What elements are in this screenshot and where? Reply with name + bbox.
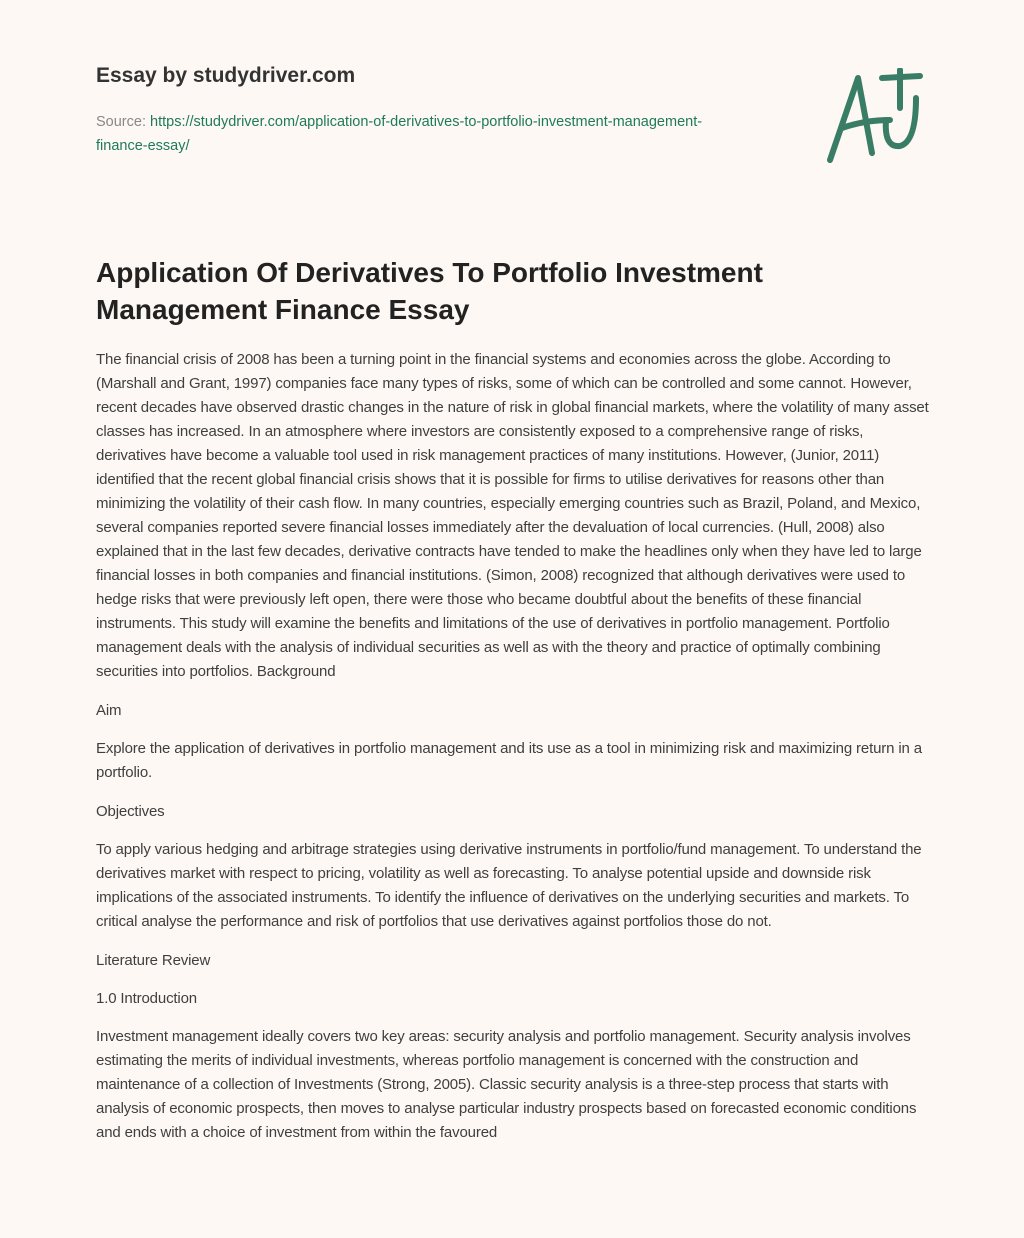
- site-title: Essay by studydriver.com: [96, 64, 356, 87]
- paragraph: Investment management ideally covers two key areas: security analysis and portfolio management. Security analysis involves estimating the merits of individual investments, whereas portfolio management is concerned with the construction and maintenance of a collection of Investments (Strong, 2005). Classic security analysis is a three-step process that starts with analysis of economic prospects, then moves to analyse particular industry prospects based on forecasted economic conditions and ends with a choice of investment from within the favoured: [96, 1028, 917, 1141]
- section-heading-aim: Aim: [96, 702, 122, 719]
- a-plus-logo-icon: [820, 68, 930, 168]
- essay-body: [96, 348, 930, 1160]
- source-link[interactable]: https://studydriver.com/application-of-derivatives-to-portfolio-investment-management-finance-essay/: [96, 114, 703, 154]
- paragraph: To apply various hedging and arbitrage strategies using derivative instruments in portfolio/fund management. To understand the derivatives market with respect to pricing, volatility as well as forecasting. To analyse potential upside and downside risk implications of the associated instruments. To identify the influence of derivatives on the underlying securities and markets. To critical analyse the performance and risk of portfolios that use derivatives against portfolios those do not.: [96, 841, 922, 930]
- section-heading-objectives: Objectives: [96, 803, 165, 820]
- source-line: [96, 110, 736, 158]
- section-heading-literature-review: Literature Review: [96, 952, 211, 969]
- paragraph: Explore the application of derivatives in portfolio management and its use as a tool in minimizing risk and maximizing return in a portfolio.: [96, 740, 922, 781]
- section-heading-introduction: 1.0 Introduction: [96, 990, 198, 1007]
- paragraph: The financial crisis of 2008 has been a turning point in the financial systems and economies across the globe. According to (Marshall and Grant, 1997) companies face many types of risks, some of which can be controlled and some cannot. However, recent decades have observed drastic changes in the nature of risk in global financial markets, where the volatility of many asset classes has increased. In an atmosphere where investors are consistently exposed to a comprehensive range of risks, derivatives have become a valuable tool used in risk management practices of many institutions. However, (Junior, 2011) identified that the recent global financial crisis shows that it is possible for firms to utilise derivatives for reasons other than minimizing the volatility of their cash flow. In many countries, especially emerging countries such as Brazil, Poland, and Mexico, several companies reported severe financial losses immediately after the devaluation of local currencies. (Hull, 2008) also explained that in the last few decades, derivative contracts have tended to make the headlines only when they have led to large financial losses in both companies and financial institutions. (Simon, 2008) recognized that although derivatives were used to hedge risks that were previously left open, there were those who became doubtful about the benefits of these financial instruments. This study will examine the benefits and limitations of the use of derivatives in portfolio management. Portfolio management deals with the analysis of individual securities as well as with the theory and practice of optimally combining securities into portfolios. Background: [96, 351, 929, 680]
- source-label: Source:: [96, 114, 146, 130]
- page-title: Application Of Derivatives To Portfolio Investment Management Finance Essay: [96, 257, 763, 325]
